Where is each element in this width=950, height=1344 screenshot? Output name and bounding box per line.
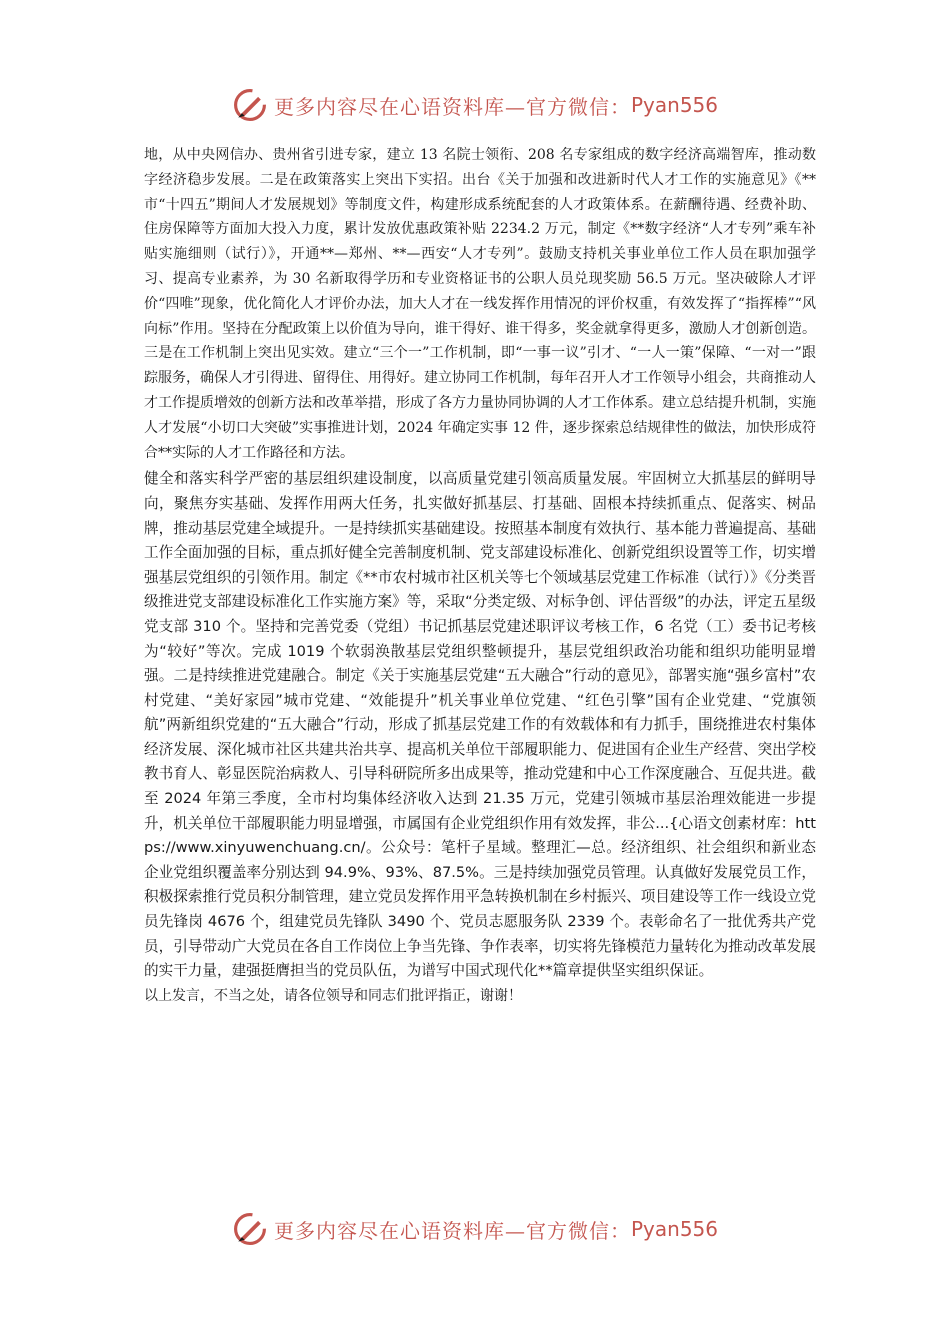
banner-text: 更多内容尽在心语资料库—官方微信： <box>273 94 631 119</box>
header-banner <box>0 80 950 130</box>
brush-logo-icon <box>232 1211 268 1247</box>
document-body <box>144 143 816 1009</box>
footer-banner <box>0 1204 950 1254</box>
paragraph-closing: 以上发言，不当之处，请各位领导和同志们批评指正，谢谢！ <box>144 987 522 1004</box>
paragraph-grassroots-party: 健全和落实科学严密的基层组织建设制度，以高质量党建引领高质量发展。牢固树立大抓基层的鲜明导向，聚焦夯实基础、发挥作用两大任务，扎实做好抓基层、打基础、固根本持续抓重点、促落实、树品牌，推动基层党建全域提升。一是持续抓实基础建设。按照基本制度有效执行、基本能力普遍提高、基础工作全面加强的目标，重点抓好健全完善制度机制、党支部建设标准化、创新党组织设置等工作，切实增强基层党组织的引领作用。制定《**市农村城市社区机关等七个领域基层党建工作标准（试行）》《分类晋级推进党支部建设标准化工作实施方案》等，采取“分类定级、对标争创、评估晋级”的办法，评定五星级党支部 310 个。坚持和完善党委（党组）书记抓基层党建述职评议考核工作，6 名党（工）委书记考核为“较好”等次。完成 1019 个软弱涣散基层党组织整顿提升，基层党组织政治功能和组织功能明显增强。二是持续推进党建融合。制定《关于实施基层党建“五大融合”行动的意见》，部署实施“强乡富村”农村党建、“美好家园”城市党建、“效能提升”机关事业单位党建、“红色引擎”国有企业党建、“党旗领航”两新组织党建的“五大融合”行动，形成了抓基层党建工作的有效载体和有力抓手，围绕推进农村集体经济发展、深化城市社区共建共治共享、提高机关单位干部履职能力、促进国有企业生产经营、突出学校教书育人、彰显医院治病救人、引导科研院所多出成果等，推动党建和中心工作深度融合、互促共进。截至 2024 年第三季度，全市村均集体经济收入达到 21.35 万元，党建引领城市基层治理效能进一步提升，机关单位干部履职能力明显增强，市属国有企业党组织作用有效发挥，非公...{心语文创素材库：https://www.xinyuwenchuang.cn/。公众号：笔杆子星域。整理汇—总。经济组织、社会组织和新业态企业党组织覆盖率分别达到 94.9%、93%、87.5%。三是持续加强党员管理。认真做好发展党员工作，积极探索推行党员积分制管理，建立党员发挥作用平急转换机制在乡村振兴、项目建设等工作一线设立党员先锋岗 4676 个，组建党员先锋队 3490 个、党员志愿服务队 2339 个。表彰命名了一批优秀共产党员，引导带动广大党员在各自工作岗位上争当先锋、争作表率，切实将先锋模范力量转化为推动改革发展的实干力量，建强挺膺担当的党员队伍，为谱写中国式现代化**篇章提供坚实组织保证。 <box>144 470 816 980</box>
banner-contact: Pyan556 <box>630 1217 718 1241</box>
paragraph-talent-work: 地，从中央网信办、贵州省引进专家，建立 13 名院士领衔、208 名专家组成的数字经济高端智库，推动数字经济稳步发展。二是在政策落实上突出下实招。出台《关于加强和改进新时代人才工作的实施意见》《**市“十四五”期间人才发展规划》等制度文件，构建形成系统配套的人才政策体系。在薪酬待遇、经费补助、住房保障等方面加大投入力度，累计发放优惠政策补贴 2234.2 万元，制定《**数字经济“人才专列”乘车补贴实施细则（试行）》，开通**—郑州、**—西安“人才专列”。鼓励支持机关事业单位工作人员在职加强学习、提高专业素养，为 30 名新取得学历和专业资格证书的公职人员兑现奖励 56.5 万元。坚决破除人才评价“四唯”现象，优化简化人才评价办法，加大人才在一线发挥作用情况的评价权重，有效发挥了“指挥棒”“风向标”作用。坚持在分配政策上以价值为导向，谁干得好、谁干得多，奖金就拿得更多，激励人才创新创造。三是在工作机制上突出见实效。建立“三个一”工作机制，即“一事一议”引才、“一人一策”保障、“一对一”跟踪服务，确保人才引得进、留得住、用得好。建立协同工作机制，每年召开人才工作领导小组会，共商推动人才工作提质增效的创新方法和改革举措，形成了各方力量协同协调的人才工作体系。建立总结提升机制，实施人才发展“小切口大突破”实事推进计划，2024 年确定实事 12 件，逐步探索总结规律性的做法，加快形成符合**实际的人才工作路径和方法。 <box>144 147 816 461</box>
banner-text: 更多内容尽在心语资料库—官方微信： <box>273 1218 631 1243</box>
banner-contact: Pyan556 <box>630 93 718 117</box>
brush-logo-icon <box>232 87 268 123</box>
